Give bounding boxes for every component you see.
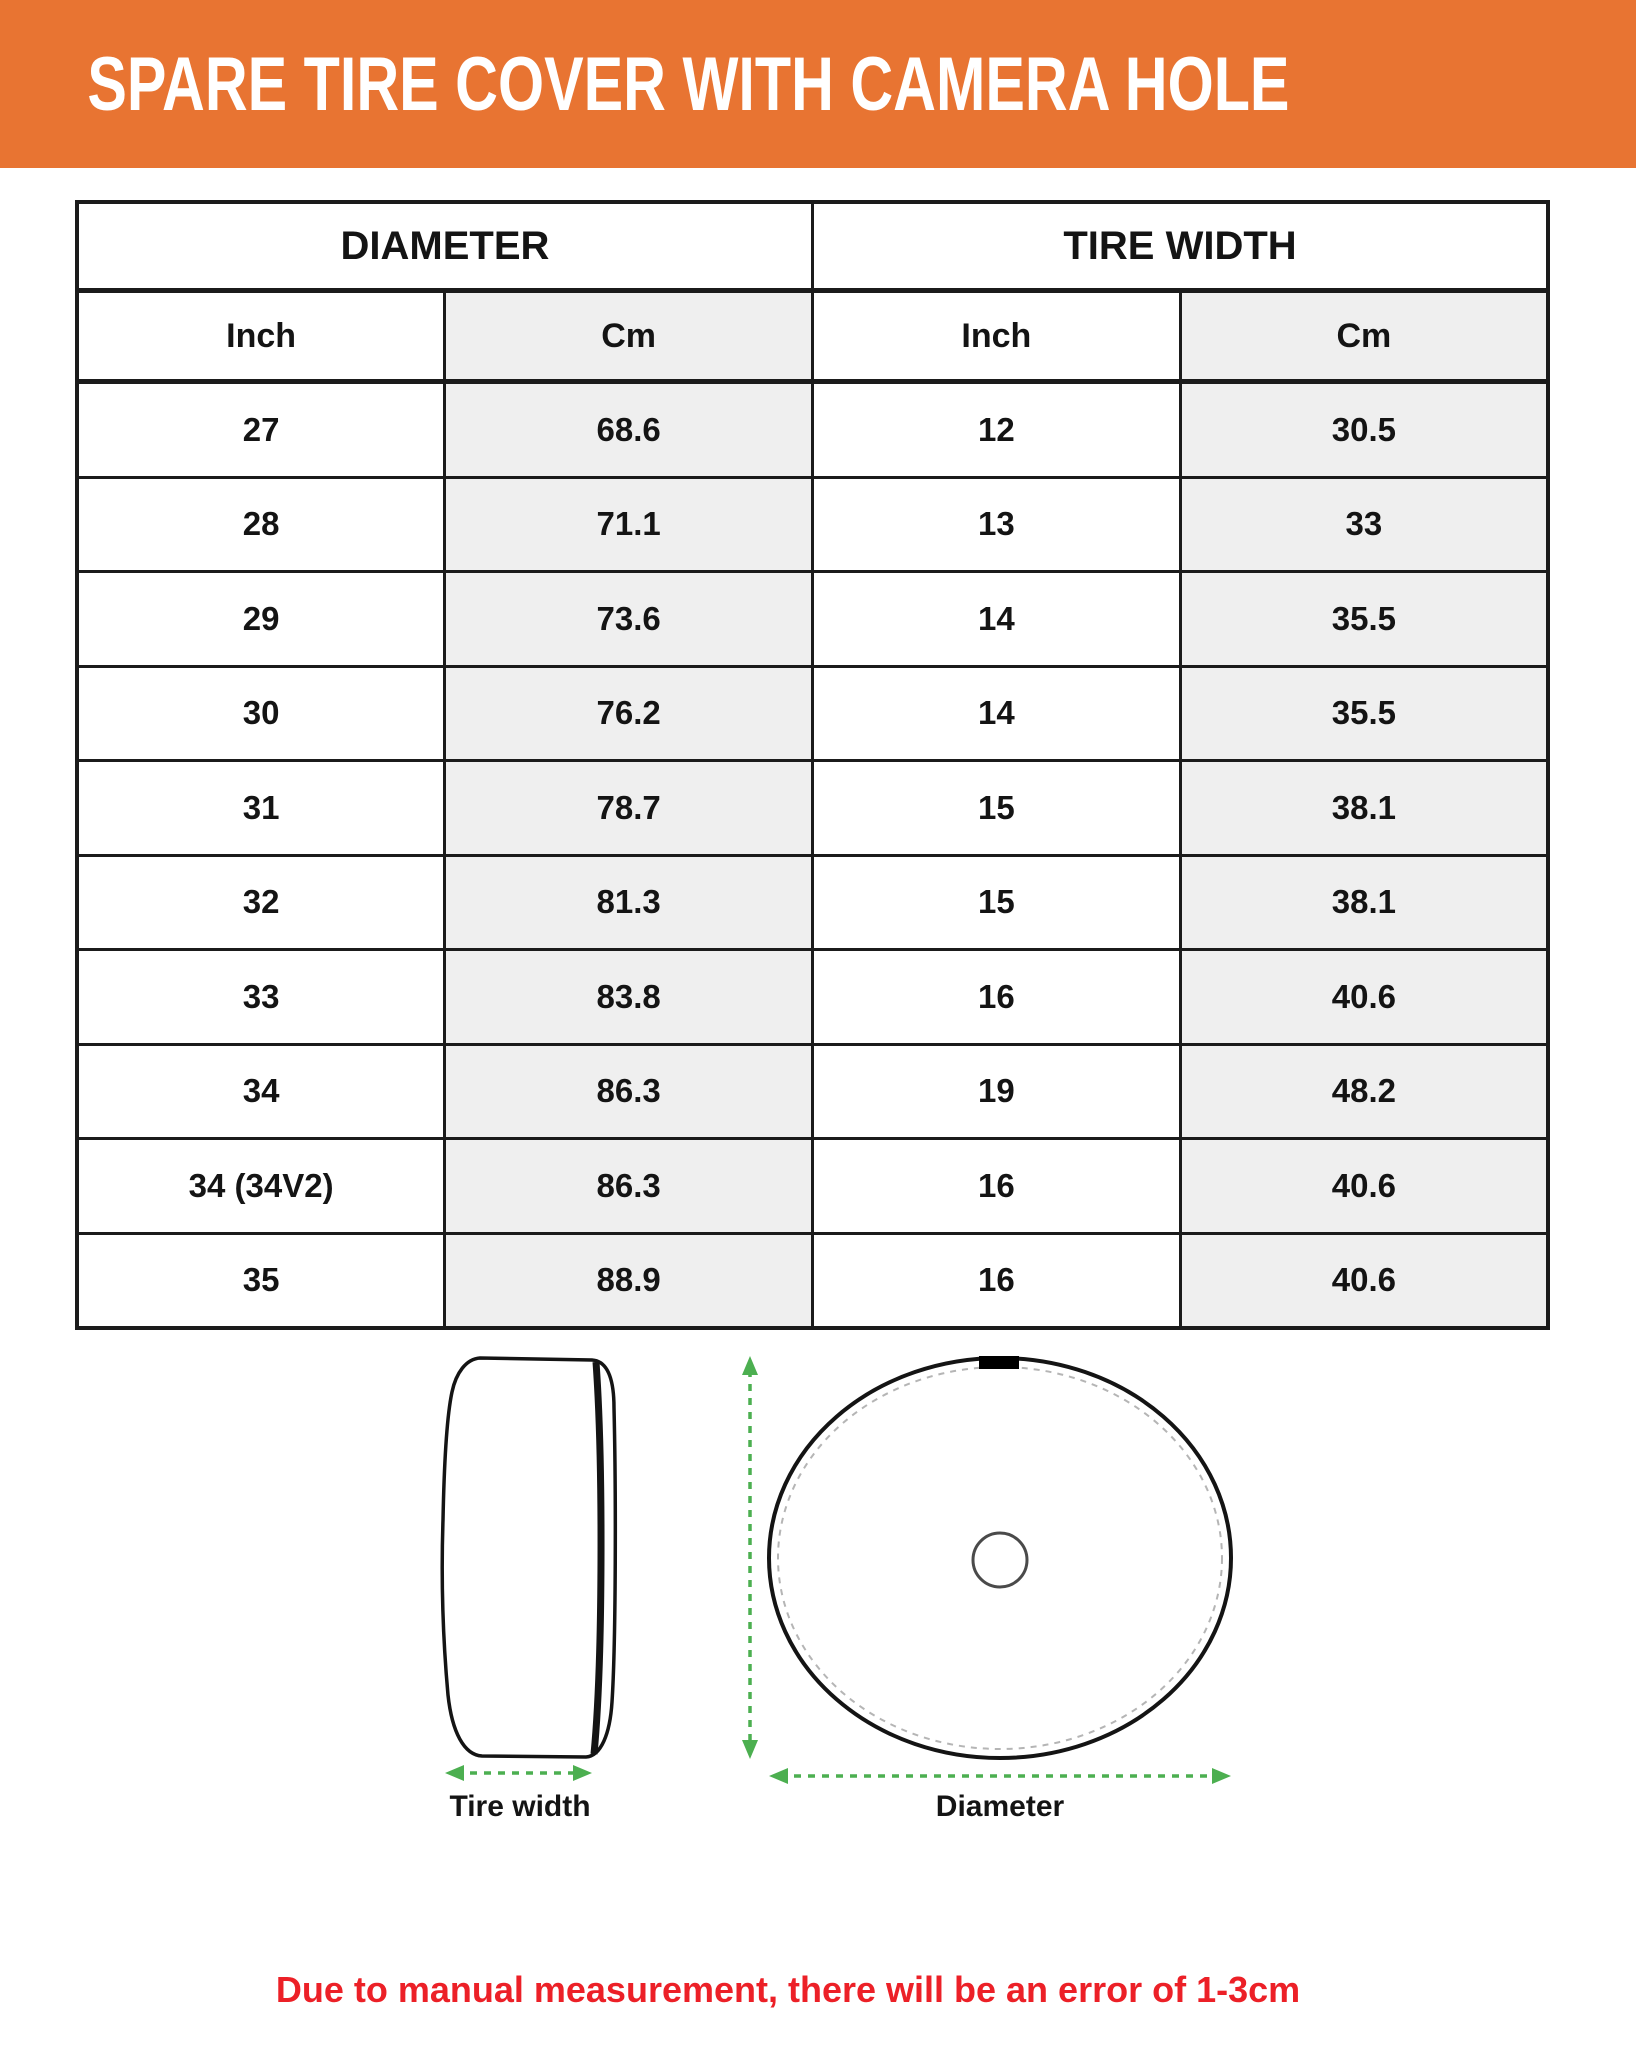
table-cell: 15 [813,761,1181,856]
tire-width-arrow [445,1765,592,1781]
table-cell: 40.6 [1180,1233,1548,1328]
section-header-tire-width: TIRE WIDTH [813,202,1549,291]
table-cell: 38.1 [1180,761,1548,856]
table-cell: 34 (34V2) [77,1139,445,1234]
table-cell: 16 [813,950,1181,1045]
table-cell: 83.8 [445,950,813,1045]
table-cell: 86.3 [445,1139,813,1234]
table-cell: 71.1 [445,477,813,572]
measurement-note: Due to manual measurement, there will be an error of 1-3cm [275,1969,1301,2010]
table-row [77,666,1548,761]
table-cell: 14 [813,666,1181,761]
tire-side-outline [442,1358,615,1757]
unit-header-inch: Inch [77,291,445,382]
table-cell: 16 [813,1139,1181,1234]
camera-hole-circle [973,1533,1027,1587]
diameter-label: Diameter [935,1790,1065,1823]
table-cell: 40.6 [1180,950,1548,1045]
table-cell: 19 [813,1044,1181,1139]
table-row [77,382,1548,478]
unit-header-cm: Cm [445,291,813,382]
table-cell: 33 [1180,477,1548,572]
table-row [77,1139,1548,1234]
section-header-row [77,202,1548,291]
size-chart-table [75,200,1550,1330]
table-cell: 13 [813,477,1181,572]
camera-marker-rect [979,1356,1019,1369]
table-cell: 73.6 [445,572,813,667]
table-cell: 12 [813,382,1181,478]
table-cell: 35 [77,1233,445,1328]
table-cell: 38.1 [1180,855,1548,950]
table-cell: 30.5 [1180,382,1548,478]
table-row [77,761,1548,856]
diameter-horizontal-arrow [769,1768,1231,1784]
table-cell: 88.9 [445,1233,813,1328]
table-cell: 35.5 [1180,572,1548,667]
table-cell: 28 [77,477,445,572]
table-cell: 27 [77,382,445,478]
table-row [77,950,1548,1045]
header-banner [0,0,1636,168]
table-cell: 78.7 [445,761,813,856]
table-cell: 35.5 [1180,666,1548,761]
table-cell: 29 [77,572,445,667]
table-cell: 32 [77,855,445,950]
table-cell: 16 [813,1233,1181,1328]
table-row [77,572,1548,667]
table-cell: 48.2 [1180,1044,1548,1139]
tire-diagrams [280,1340,1300,1845]
section-header-diameter: DIAMETER [77,202,813,291]
table-cell: 14 [813,572,1181,667]
table-cell: 33 [77,950,445,1045]
table-cell: 76.2 [445,666,813,761]
tire-width-label: Tire width [449,1790,591,1823]
unit-header-cm: Cm [1180,291,1548,382]
table-row [77,477,1548,572]
diameter-vertical-arrow [742,1356,758,1759]
table-cell: 68.6 [445,382,813,478]
table-cell: 31 [77,761,445,856]
table-cell: 30 [77,666,445,761]
tire-side-view-diagram [442,1358,615,1757]
table-row [77,1044,1548,1139]
unit-header-row [77,291,1548,382]
table-cell: 15 [813,855,1181,950]
page-title: SPARE TIRE COVER WITH CAMERA HOLE [87,41,1290,127]
table-cell: 40.6 [1180,1139,1548,1234]
table-body [77,382,1548,1329]
table-row [77,855,1548,950]
table-row [77,1233,1548,1328]
table-cell: 86.3 [445,1044,813,1139]
table-cell: 34 [77,1044,445,1139]
unit-header-inch: Inch [813,291,1181,382]
tire-front-view-diagram [769,1356,1231,1758]
table-cell: 81.3 [445,855,813,950]
